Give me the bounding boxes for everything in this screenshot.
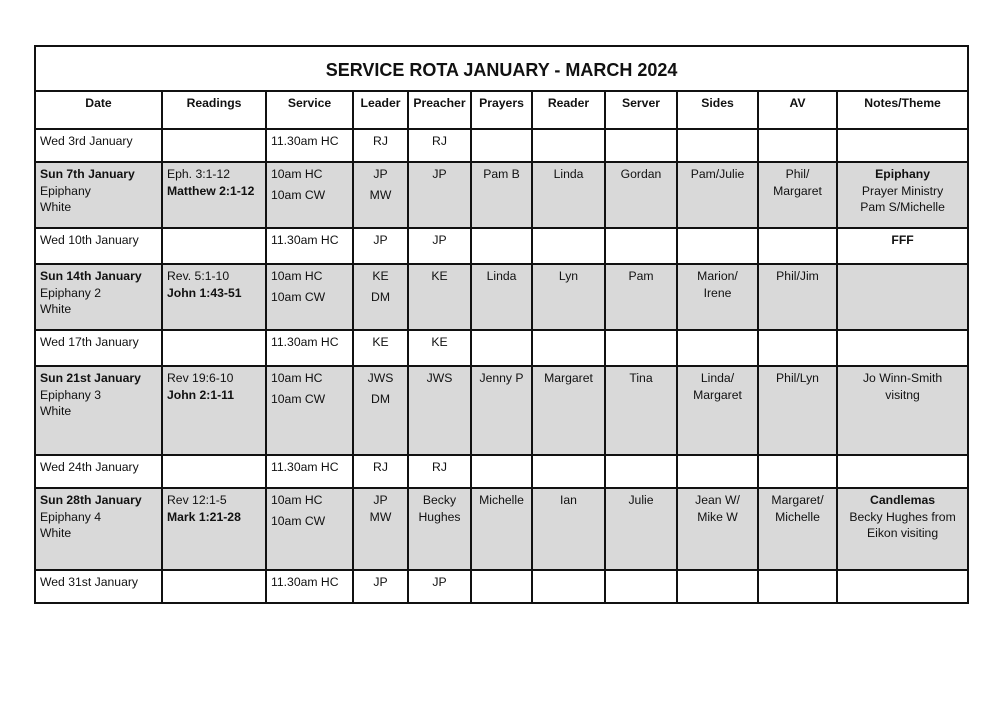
notes-line-2: Becky Hughes from [849,509,956,524]
column-header-sides: Sides [677,91,758,129]
sides-cell: Pam/Julie [677,162,758,228]
date-cell [35,366,162,455]
reader-cell: Ian [532,488,605,570]
server-cell [605,228,677,264]
leader-cell [353,488,408,570]
leader-cell: KE [353,330,408,366]
date-cell: Wed 31st January [35,570,162,603]
prayers-cell [471,570,532,603]
date-cell [35,264,162,330]
service-cell: 11.30am HC [266,330,353,366]
reader-cell: Margaret [532,366,605,455]
prayers-cell [471,330,532,366]
sides-cell [677,488,758,570]
service-time-2: 10am CW [271,187,326,202]
notes-cell [837,264,968,330]
date-cell: Wed 10th January [35,228,162,264]
av-cell [758,488,837,570]
leader-2: DM [371,289,390,304]
reading-gospel: John 2:1-11 [167,387,235,402]
leader-1: KE [372,269,389,283]
leader-2: DM [371,391,390,406]
prayers-cell [471,228,532,264]
av-cell [758,228,837,264]
leader-cell [353,366,408,455]
server-cell [605,129,677,162]
date-cell: Wed 24th January [35,455,162,488]
service-cell [266,264,353,330]
reader-cell: Lyn [532,264,605,330]
notes-heading: Candlemas [870,493,936,507]
av-cell [758,129,837,162]
av-line-1: Phil/ [785,167,810,181]
title-row [35,46,968,91]
sides-line-2: Irene [703,285,732,300]
liturgical-colour: White [40,302,72,316]
av-cell [758,162,837,228]
liturgical-colour: White [40,526,72,540]
readings-cell [162,488,266,570]
leader-2: MW [369,509,392,524]
service-rota-table [34,45,969,604]
readings-cell [162,330,266,366]
table-row [35,366,968,455]
preacher-cell: JP [408,228,471,264]
table-row [35,488,968,570]
date-label: Sun 28th January [40,493,142,507]
readings-cell [162,162,266,228]
column-header-service: Service [266,91,353,129]
service-cell [266,366,353,455]
liturgical-day: Epiphany 4 [40,509,101,524]
notes-cell [837,366,968,455]
readings-cell [162,570,266,603]
leader-1: JP [373,167,388,181]
notes-cell [837,129,968,162]
reader-cell [532,228,605,264]
table-row [35,264,968,330]
av-cell: Phil/Lyn [758,366,837,455]
liturgical-colour: White [40,200,72,214]
preacher-cell: KE [408,264,471,330]
column-header-prayers: Prayers [471,91,532,129]
notes-cell [837,488,968,570]
sides-cell [677,570,758,603]
column-header-preacher: Preacher [408,91,471,129]
readings-cell [162,264,266,330]
reading-first: Rev 19:6-10 [167,371,234,385]
sides-cell [677,330,758,366]
av-cell: Phil/Jim [758,264,837,330]
service-time-1: 10am HC [271,269,323,283]
sides-line-1: Linda/ [700,371,735,385]
leader-1: JP [373,493,388,507]
preacher-cell: JP [408,570,471,603]
preacher-cell: RJ [408,455,471,488]
service-time-2: 10am CW [271,391,326,406]
sides-cell [677,129,758,162]
notes-cell [837,455,968,488]
date-label: Sun 21st January [40,371,141,385]
header-row [35,91,968,129]
notes-cell [837,162,968,228]
notes-heading: Epiphany [875,167,930,181]
reader-cell: Linda [532,162,605,228]
av-line-2: Margaret [773,183,822,198]
service-time-1: 10am HC [271,167,323,181]
prayers-cell: Pam B [471,162,532,228]
service-cell: 11.30am HC [266,129,353,162]
notes-cell [837,330,968,366]
server-cell [605,330,677,366]
leader-2: MW [369,187,392,202]
notes-line-3: visitng [885,387,920,402]
service-cell: 11.30am HC [266,228,353,264]
service-cell [266,488,353,570]
column-header-server: Server [605,91,677,129]
sides-cell [677,455,758,488]
liturgical-colour: White [40,404,72,418]
reader-cell [532,570,605,603]
service-cell: 11.30am HC [266,570,353,603]
liturgical-day: Epiphany 3 [40,387,101,402]
readings-cell [162,228,266,264]
column-header-notes: Notes/Theme [837,91,968,129]
server-cell: Julie [605,488,677,570]
readings-cell [162,455,266,488]
reading-gospel: Matthew 2:1-12 [167,183,255,198]
preacher-cell: Becky Hughes [408,488,471,570]
date-cell: Wed 17th January [35,330,162,366]
leader-cell [353,162,408,228]
reading-first: Rev 12:1-5 [167,493,227,507]
date-label: Sun 14th January [40,269,142,283]
rota-title: SERVICE ROTA JANUARY - MARCH 2024 [35,46,968,91]
table-row [35,228,968,264]
column-header-av: AV [758,91,837,129]
service-time-2: 10am CW [271,513,326,528]
prayers-cell [471,455,532,488]
prayers-cell: Michelle [471,488,532,570]
reading-gospel: John 1:43-51 [167,285,242,300]
column-header-leader: Leader [353,91,408,129]
prayers-cell: Linda [471,264,532,330]
sides-cell [677,366,758,455]
av-line-2: Michelle [775,509,820,524]
reading-gospel: Mark 1:21-28 [167,509,241,524]
server-cell [605,455,677,488]
sides-line-2: Margaret [693,387,742,402]
av-cell [758,330,837,366]
service-cell: 11.30am HC [266,455,353,488]
column-header-date: Date [35,91,162,129]
notes-line-3: Eikon visiting [866,526,939,540]
av-cell [758,455,837,488]
rota-sheet [34,45,969,604]
reader-cell [532,129,605,162]
table-row [35,162,968,228]
notes-line-3: Pam S/Michelle [860,200,945,214]
server-cell: Tina [605,366,677,455]
readings-cell [162,366,266,455]
preacher-cell: JWS [408,366,471,455]
date-cell [35,488,162,570]
prayers-cell: Jenny P [471,366,532,455]
server-cell: Pam [605,264,677,330]
leader-1: JWS [367,371,394,385]
preacher-cell: JP [408,162,471,228]
column-header-readings: Readings [162,91,266,129]
table-row [35,330,968,366]
liturgical-day: Epiphany [40,183,91,198]
reading-first: Rev. 5:1-10 [167,269,230,283]
sides-line-1: Jean W/ [695,493,740,507]
sides-line-1: Marion/ [697,269,738,283]
prayers-cell [471,129,532,162]
date-cell [35,162,162,228]
sides-cell [677,264,758,330]
leader-cell: JP [353,228,408,264]
column-header-reader: Reader [532,91,605,129]
preacher-cell: RJ [408,129,471,162]
notes-cell [837,570,968,603]
notes-line-2: Prayer Ministry [861,183,944,198]
liturgical-day: Epiphany 2 [40,285,101,300]
reader-cell [532,330,605,366]
readings-cell [162,129,266,162]
table-row [35,129,968,162]
reading-first: Eph. 3:1-12 [167,167,231,181]
table-row [35,570,968,603]
leader-cell: RJ [353,129,408,162]
date-cell: Wed 3rd January [35,129,162,162]
service-time-1: 10am HC [271,493,323,507]
notes-cell: FFF [837,228,968,264]
date-label: Sun 7th January [40,167,135,181]
server-cell: Gordan [605,162,677,228]
leader-cell: RJ [353,455,408,488]
sides-cell [677,228,758,264]
notes-line-2: Jo Winn-Smith [862,371,943,385]
server-cell [605,570,677,603]
sides-line-2: Mike W [697,509,738,524]
table-row [35,455,968,488]
leader-cell: JP [353,570,408,603]
preacher-cell: KE [408,330,471,366]
service-time-2: 10am CW [271,289,326,304]
av-cell [758,570,837,603]
service-cell [266,162,353,228]
av-line-1: Margaret/ [771,493,824,507]
reader-cell [532,455,605,488]
leader-cell [353,264,408,330]
service-time-1: 10am HC [271,371,323,385]
